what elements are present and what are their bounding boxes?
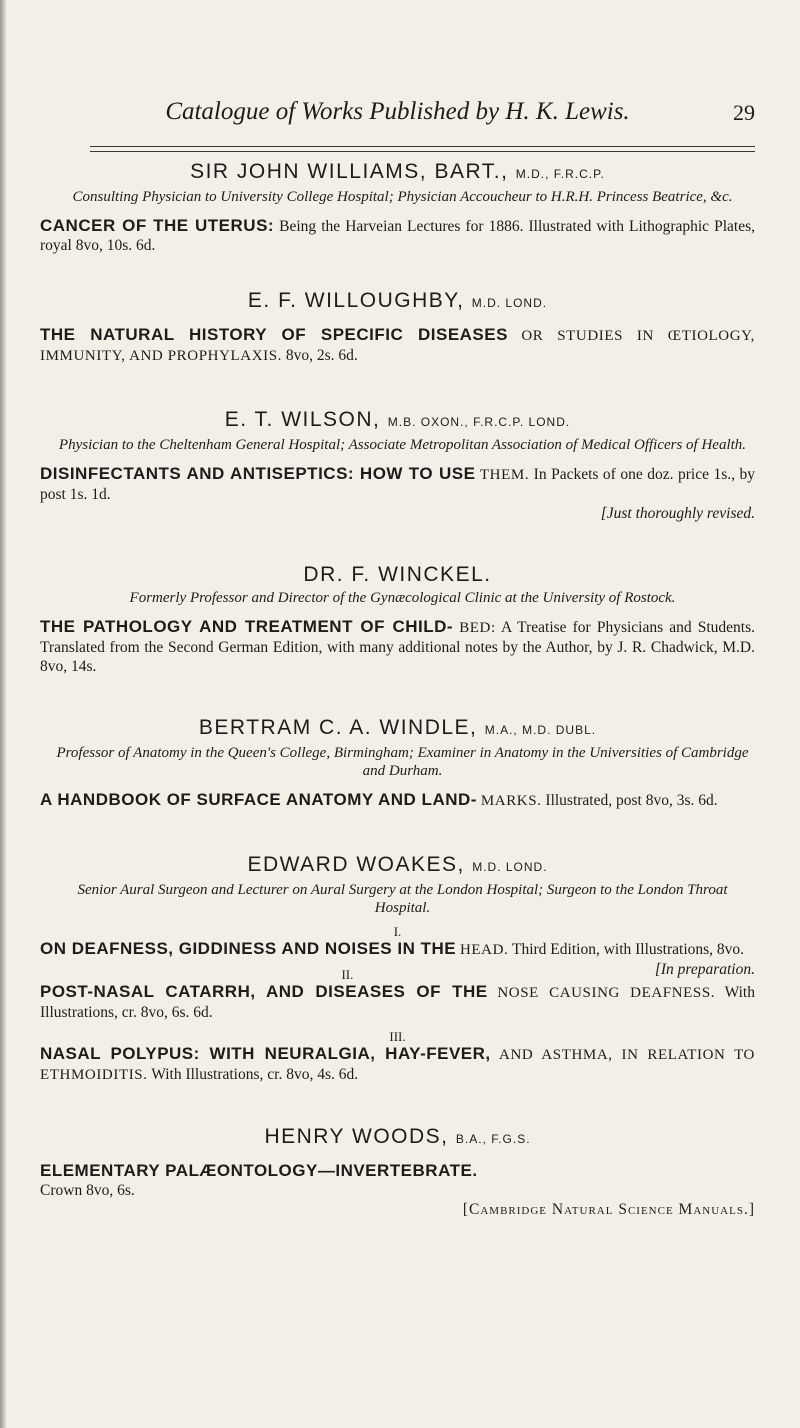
work-title-continued: AND ASTHMA, IN RELATION TO ETHMOIDITIS. (40, 1047, 755, 1083)
catalogue-entry (40, 716, 755, 811)
work-item (40, 617, 755, 676)
work-title-continued: NOSE CAUSING DEAFNESS. (497, 985, 716, 1001)
work-number: III. (389, 1029, 406, 1044)
work-item (40, 216, 755, 255)
catalogue-entry (40, 563, 755, 676)
work-description: Crown 8vo, 6s. (40, 1182, 135, 1199)
author-degrees: M.D. LOND. (472, 860, 548, 874)
author-heading (40, 563, 755, 587)
work-item (40, 464, 755, 504)
author-degrees: M.A., M.D. DUBL. (484, 723, 597, 737)
work-title-continued: THEM. (479, 467, 530, 483)
author-name: BERTRAM C. A. WINDLE, (198, 716, 478, 739)
work-number: II. (341, 967, 354, 982)
work-title: ELEMENTARY PALÆONTOLOGY—INVERTEBRATE. (40, 1161, 478, 1180)
author-heading (40, 716, 755, 742)
author-role: Formerly Professor and Director of the Gynæcological Clinic at the University of Rostock. (129, 590, 676, 606)
author-name: SIR JOHN WILLIAMS, BART., (190, 160, 509, 183)
work-title: POST-NASAL CATARRH, AND DISEASES OF THE (40, 982, 488, 1001)
work-description: Third Edition, with Illustrations, 8vo. (512, 941, 745, 958)
running-title: Catalogue of Works Published by H. K. Lewis. (165, 98, 630, 125)
work-title: NASAL POLYPUS: WITH NEURALGIA, HAY-FEVER, (40, 1044, 491, 1063)
work-description: With Illustrations, cr. 8vo, 6s. 6d. (40, 984, 755, 1021)
author-name: HENRY WOODS, (264, 1125, 449, 1148)
work-item (40, 1044, 755, 1085)
work-description: Illustrated, post 8vo, 3s. 6d. (545, 792, 718, 809)
work-title-continued: MARKS. (480, 793, 542, 809)
author-heading (40, 853, 755, 879)
author-role: Consulting Physician to University College Hospital; Physician Accoucheur to H.R.H. Princess Beatrice, &c. (72, 189, 733, 205)
work-item (40, 1161, 755, 1200)
author-role: Physician to the Cheltenham General Hospital; Associate Metropolitan Association of Medical Officers of Health. (58, 437, 747, 453)
page-spine-shadow (0, 0, 6, 1428)
author-heading (40, 408, 755, 434)
author-name: EDWARD WOAKES, (247, 853, 465, 876)
work-item (40, 982, 755, 1022)
work-title: CANCER OF THE UTERUS: (40, 216, 275, 235)
header-rule-bottom (90, 151, 755, 152)
catalogue-entry (40, 853, 755, 1085)
page-header (40, 98, 755, 138)
work-note: [In preparation. (654, 961, 755, 978)
catalogue-entry (40, 1125, 755, 1220)
author-role: Professor of Anatomy in the Queen's College, Birmingham; Examiner in Anatomy in the Universities of Cambridge and Durham. (56, 745, 749, 779)
catalogue-entry (40, 160, 755, 255)
author-degrees: M.D. LOND. (471, 296, 548, 310)
author-heading (40, 160, 755, 186)
work-number: I. (393, 924, 402, 939)
author-degrees: B.A., F.G.S. (455, 1132, 531, 1146)
catalogue-entries (40, 160, 755, 1258)
work-description: With Illustrations, cr. 8vo, 4s. 6d. (151, 1066, 359, 1083)
author-degrees: M.D., F.R.C.P. (515, 167, 605, 181)
series-note: [Cambridge Natural Science Manuals.] (462, 1201, 755, 1218)
work-description: Being the Harveian Lectures for 1886. Illustrated with Lithographic Plates, royal 8vo, 10s. 6d. (40, 218, 756, 254)
work-title: ON DEAFNESS, GIDDINESS AND NOISES IN THE (40, 939, 457, 958)
work-title: DISINFECTANTS AND ANTISEPTICS: HOW TO USE (40, 464, 476, 483)
author-degrees: M.B. OXON., F.R.C.P. LOND. (387, 415, 571, 429)
work-title-continued: BED: (459, 620, 496, 636)
work-title: A HANDBOOK OF SURFACE ANATOMY AND LAND- (40, 790, 477, 809)
work-item (40, 790, 755, 811)
work-description: In Packets of one doz. price 1s., by post 1s. 1d. (40, 466, 755, 503)
work-description: A Treatise for Physicians and Students. Translated from the Second German Edition, with many additional notes by the Author, by J. R. Chadwick, M.D. 8vo, 14s. (40, 619, 755, 675)
catalogue-page (40, 0, 755, 1428)
work-item (40, 325, 755, 366)
work-title: THE NATURAL HISTORY OF SPECIFIC DISEASES (40, 325, 508, 344)
work-note: [Just thoroughly revised. (600, 505, 755, 522)
catalogue-entry (40, 408, 755, 523)
author-name: E. T. WILSON, (224, 408, 381, 431)
author-role: Senior Aural Surgeon and Lecturer on Aural Surgery at the London Hospital; Surgeon to the London Throat Hospital. (77, 882, 728, 916)
work-title-continued: OR STUDIES IN ŒTIOLOGY, IMMUNITY, AND PROPHYLAXIS. (40, 328, 755, 364)
catalogue-entry (40, 289, 755, 366)
header-rule-top (90, 146, 755, 147)
author-heading (40, 289, 755, 315)
author-heading (40, 1125, 755, 1151)
author-name: E. F. WILLOUGHBY, (247, 289, 465, 312)
work-title: THE PATHOLOGY AND TREATMENT OF CHILD- (40, 617, 454, 636)
page-number: 29 (733, 100, 755, 125)
author-name: DR. F. WINCKEL. (303, 563, 492, 586)
work-description: 8vo, 2s. 6d. (285, 347, 358, 364)
work-title-continued: HEAD. (459, 942, 509, 958)
